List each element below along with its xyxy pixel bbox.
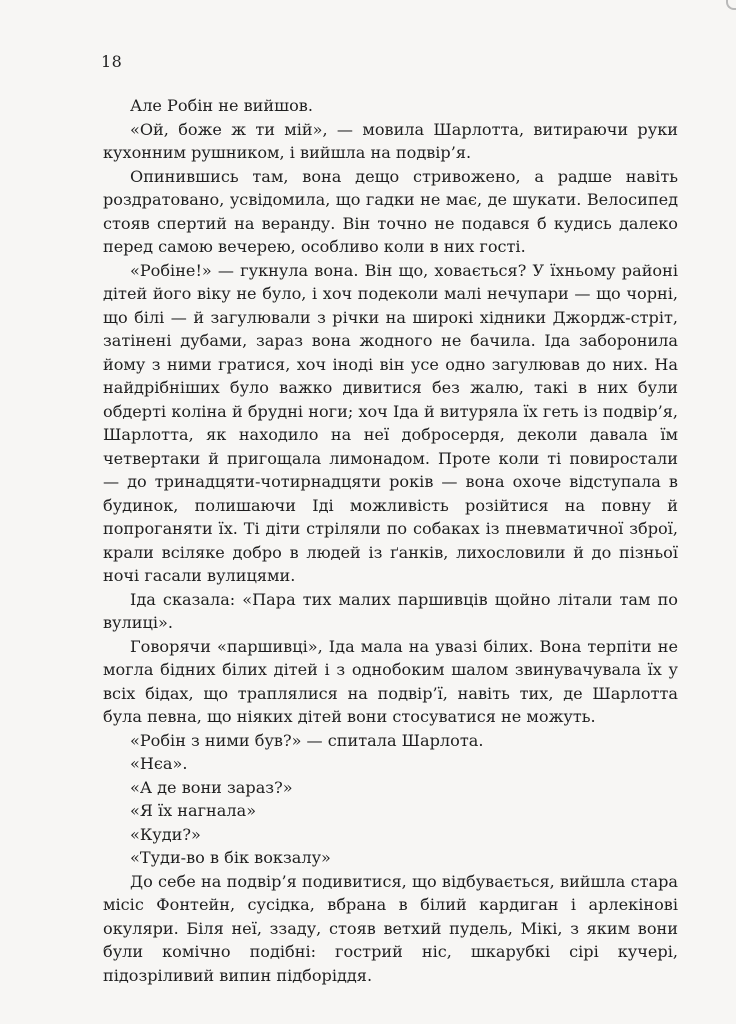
page-number: 18: [101, 52, 123, 71]
paragraph: «Робіне!» — гукнула вона. Він що, ховається? У їхньому районі дітей його віку не було, і хоч подеколи малі нечупари — що чорні, що білі — й загулювали з річки на широкі хідники Джордж-стріт, затінені дубами, зараз вона жодного не бачила. Іда заборонила йому з ними гратися, хоч іноді він усе одно загулював до них. На найдрібніших було важко дивитися без жалю, такі в них були обдерті коліна й брудні ноги; хоч Іда й витуряла їх геть із подвір’я, Шарлотта, як находило на неї добросердя, деколи давала їм четвертаки й пригощала лимонадом. Проте коли ті повиростали — до тринадцяти-чотирнадцяти років — вона охоче відступала в будинок, полишаючи Іді можливість розійтися на повну й попроганяти їх. Ті діти стріляли по собаках із пневматичної зброї, крали всіляке добро в людей із ґанків, лихословили й до пізньої ночі гасали вулицями.: [103, 260, 678, 585]
page-corner-mark: [726, 0, 736, 10]
dialogue-line: «Туди-во в бік вокзалу»: [130, 848, 331, 867]
paragraph: Опинившись там, вона дещо стривожено, а радше навіть роздратовано, усвідомила, що гадки не має, де шукати. Велосипед стояв спертий на веранду. Він точно не подався б кудись далеко перед самою вечерею, особливо коли в них гості.: [103, 166, 678, 256]
dialogue-line: «Я їх нагнала»: [130, 801, 257, 820]
dialogue-line: «Нєа».: [130, 754, 188, 773]
paragraph: До себе на подвір’я подивитися, що відбувається, вийшла стара місіс Фонтейн, сусідка, вбрана в білий кардиган і арлекінові окуляри. Біля неї, ззаду, стояв ветхий пудель, Мікі, з яким вони були комічно подібні: гострий ніс, шкарубкі сірі кучері, підозріливий випин підборіддя.: [103, 871, 678, 985]
paragraph: Іда сказала: «Пара тих малих паршивців щойно літали там по вулиці».: [103, 589, 678, 632]
paragraph: Говорячи «паршивці», Іда мала на увазі білих. Вона терпіти не могла бідних білих дітей і з однобоким шалом звинувачувала їх у всіх бідах, що траплялися на подвір’ї, навіть тих, де Шарлотта була певна, що ніяких дітей вони стосуватися не можуть.: [103, 636, 678, 726]
body-text: [103, 94, 678, 987]
dialogue-line: «Куди?»: [130, 824, 201, 844]
paragraph: Але Робін не вийшов.: [130, 96, 313, 115]
dialogue-line: «Робін з ними був?» — спитала Шарлота.: [130, 730, 484, 750]
paragraph: «Ой, боже ж ти мій», — мовила Шарлотта, витираючи руки кухонним рушником, і вийшла на подвір’я.: [103, 119, 678, 162]
dialogue-line: «А де вони зараз?»: [130, 777, 293, 797]
